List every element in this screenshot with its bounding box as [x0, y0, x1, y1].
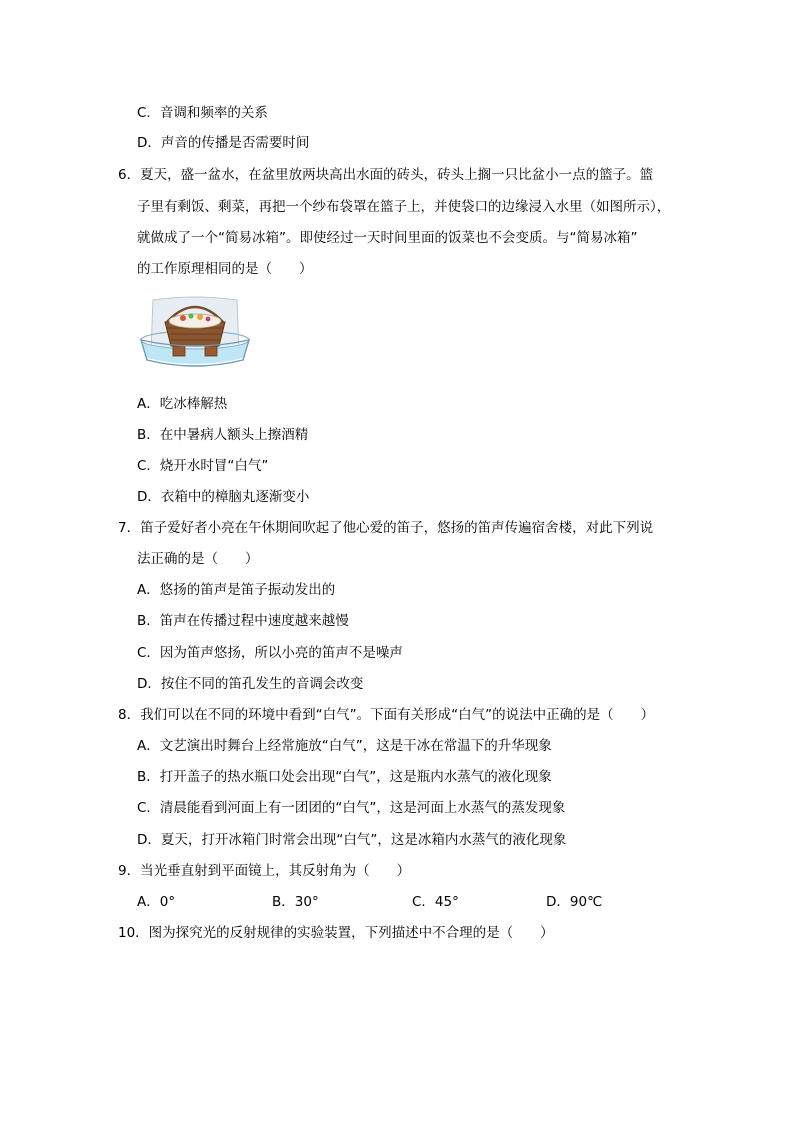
q9-options-row	[0, 893, 794, 911]
q6-stem-line2: 子里有剩饭、剩菜，再把一个纱布袋罩在篮子上，并使袋口的边缘浸入水里（如图所示），	[137, 199, 671, 215]
q8-stem-line1: 8．我们可以在不同的环境中看到“白气”。下面有关形成“白气”的说法中正确的是（ ）	[118, 707, 655, 723]
q10-stem-line1: 10．图为探究光的反射规律的实验装置，下列描述中不合理的是（ ）	[118, 925, 554, 941]
q7-option-b: B．笛声在传播过程中速度越来越慢	[137, 613, 349, 629]
q5-option-c: C．音调和频率的关系	[137, 105, 268, 121]
q6-option-c: C．烧开水时冒“白气”	[137, 458, 269, 474]
q9-stem-line1: 9．当光垂直射到平面镜上，其反射角为（ ）	[118, 863, 411, 879]
q6-option-b: B．在中暑病人额头上擦酒精	[137, 427, 309, 443]
q9-option-c: C．45°	[412, 894, 459, 910]
q8-option-a: A．文艺演出时舞台上经常施放“白气”，这是干冰在常温下的升华现象	[137, 738, 552, 754]
q6-option-d: D．衣箱中的樟脑丸逐渐变小	[137, 489, 310, 505]
q9-option-b: B．30°	[272, 894, 319, 910]
basket-in-water-basin-icon	[139, 294, 251, 374]
q8-option-b: B．打开盖子的热水瓶口处会出现“白气”，这是瓶内水蒸气的液化现象	[137, 769, 552, 785]
q8-option-c: C．清晨能看到河面上有一团团的“白气”，这是河面上水蒸气的蒸发现象	[137, 800, 566, 816]
q8-option-d: D．夏天，打开冰箱门时常会出现“白气”，这是冰箱内水蒸气的液化现象	[137, 832, 567, 848]
q7-stem-line2: 法正确的是（ ）	[137, 551, 259, 567]
q7-option-d: D．按住不同的笛孔发生的音调会改变	[137, 676, 364, 692]
q6-stem-line3: 就做成了一个“简易冰箱”。即使经过一天时间里面的饭菜也不会变质。与“简易冰箱”	[137, 230, 638, 246]
q6-stem-line4: 的工作原理相同的是（ ）	[137, 261, 313, 277]
q7-stem-line1: 7．笛子爱好者小亮在午休期间吹起了他心爱的笛子，悠扬的笛声传遍宿舍楼，对此下列说	[118, 520, 654, 536]
q9-option-a: A．0°	[137, 894, 176, 910]
q7-option-a: A．悠扬的笛声是笛子振动发出的	[137, 582, 336, 598]
q6-stem-line1: 6．夏天，盛一盆水，在盆里放两块高出水面的砖头，砖头上搁一只比盆小一点的篮子。篮	[118, 167, 654, 183]
q7-option-c: C．因为笛声悠扬，所以小亮的笛声不是噪声	[137, 645, 403, 661]
q6-option-a: A．吃冰棒解热	[137, 396, 228, 412]
q5-option-d: D．声音的传播是否需要时间	[137, 135, 310, 151]
q9-option-d: D．90℃	[546, 894, 603, 910]
